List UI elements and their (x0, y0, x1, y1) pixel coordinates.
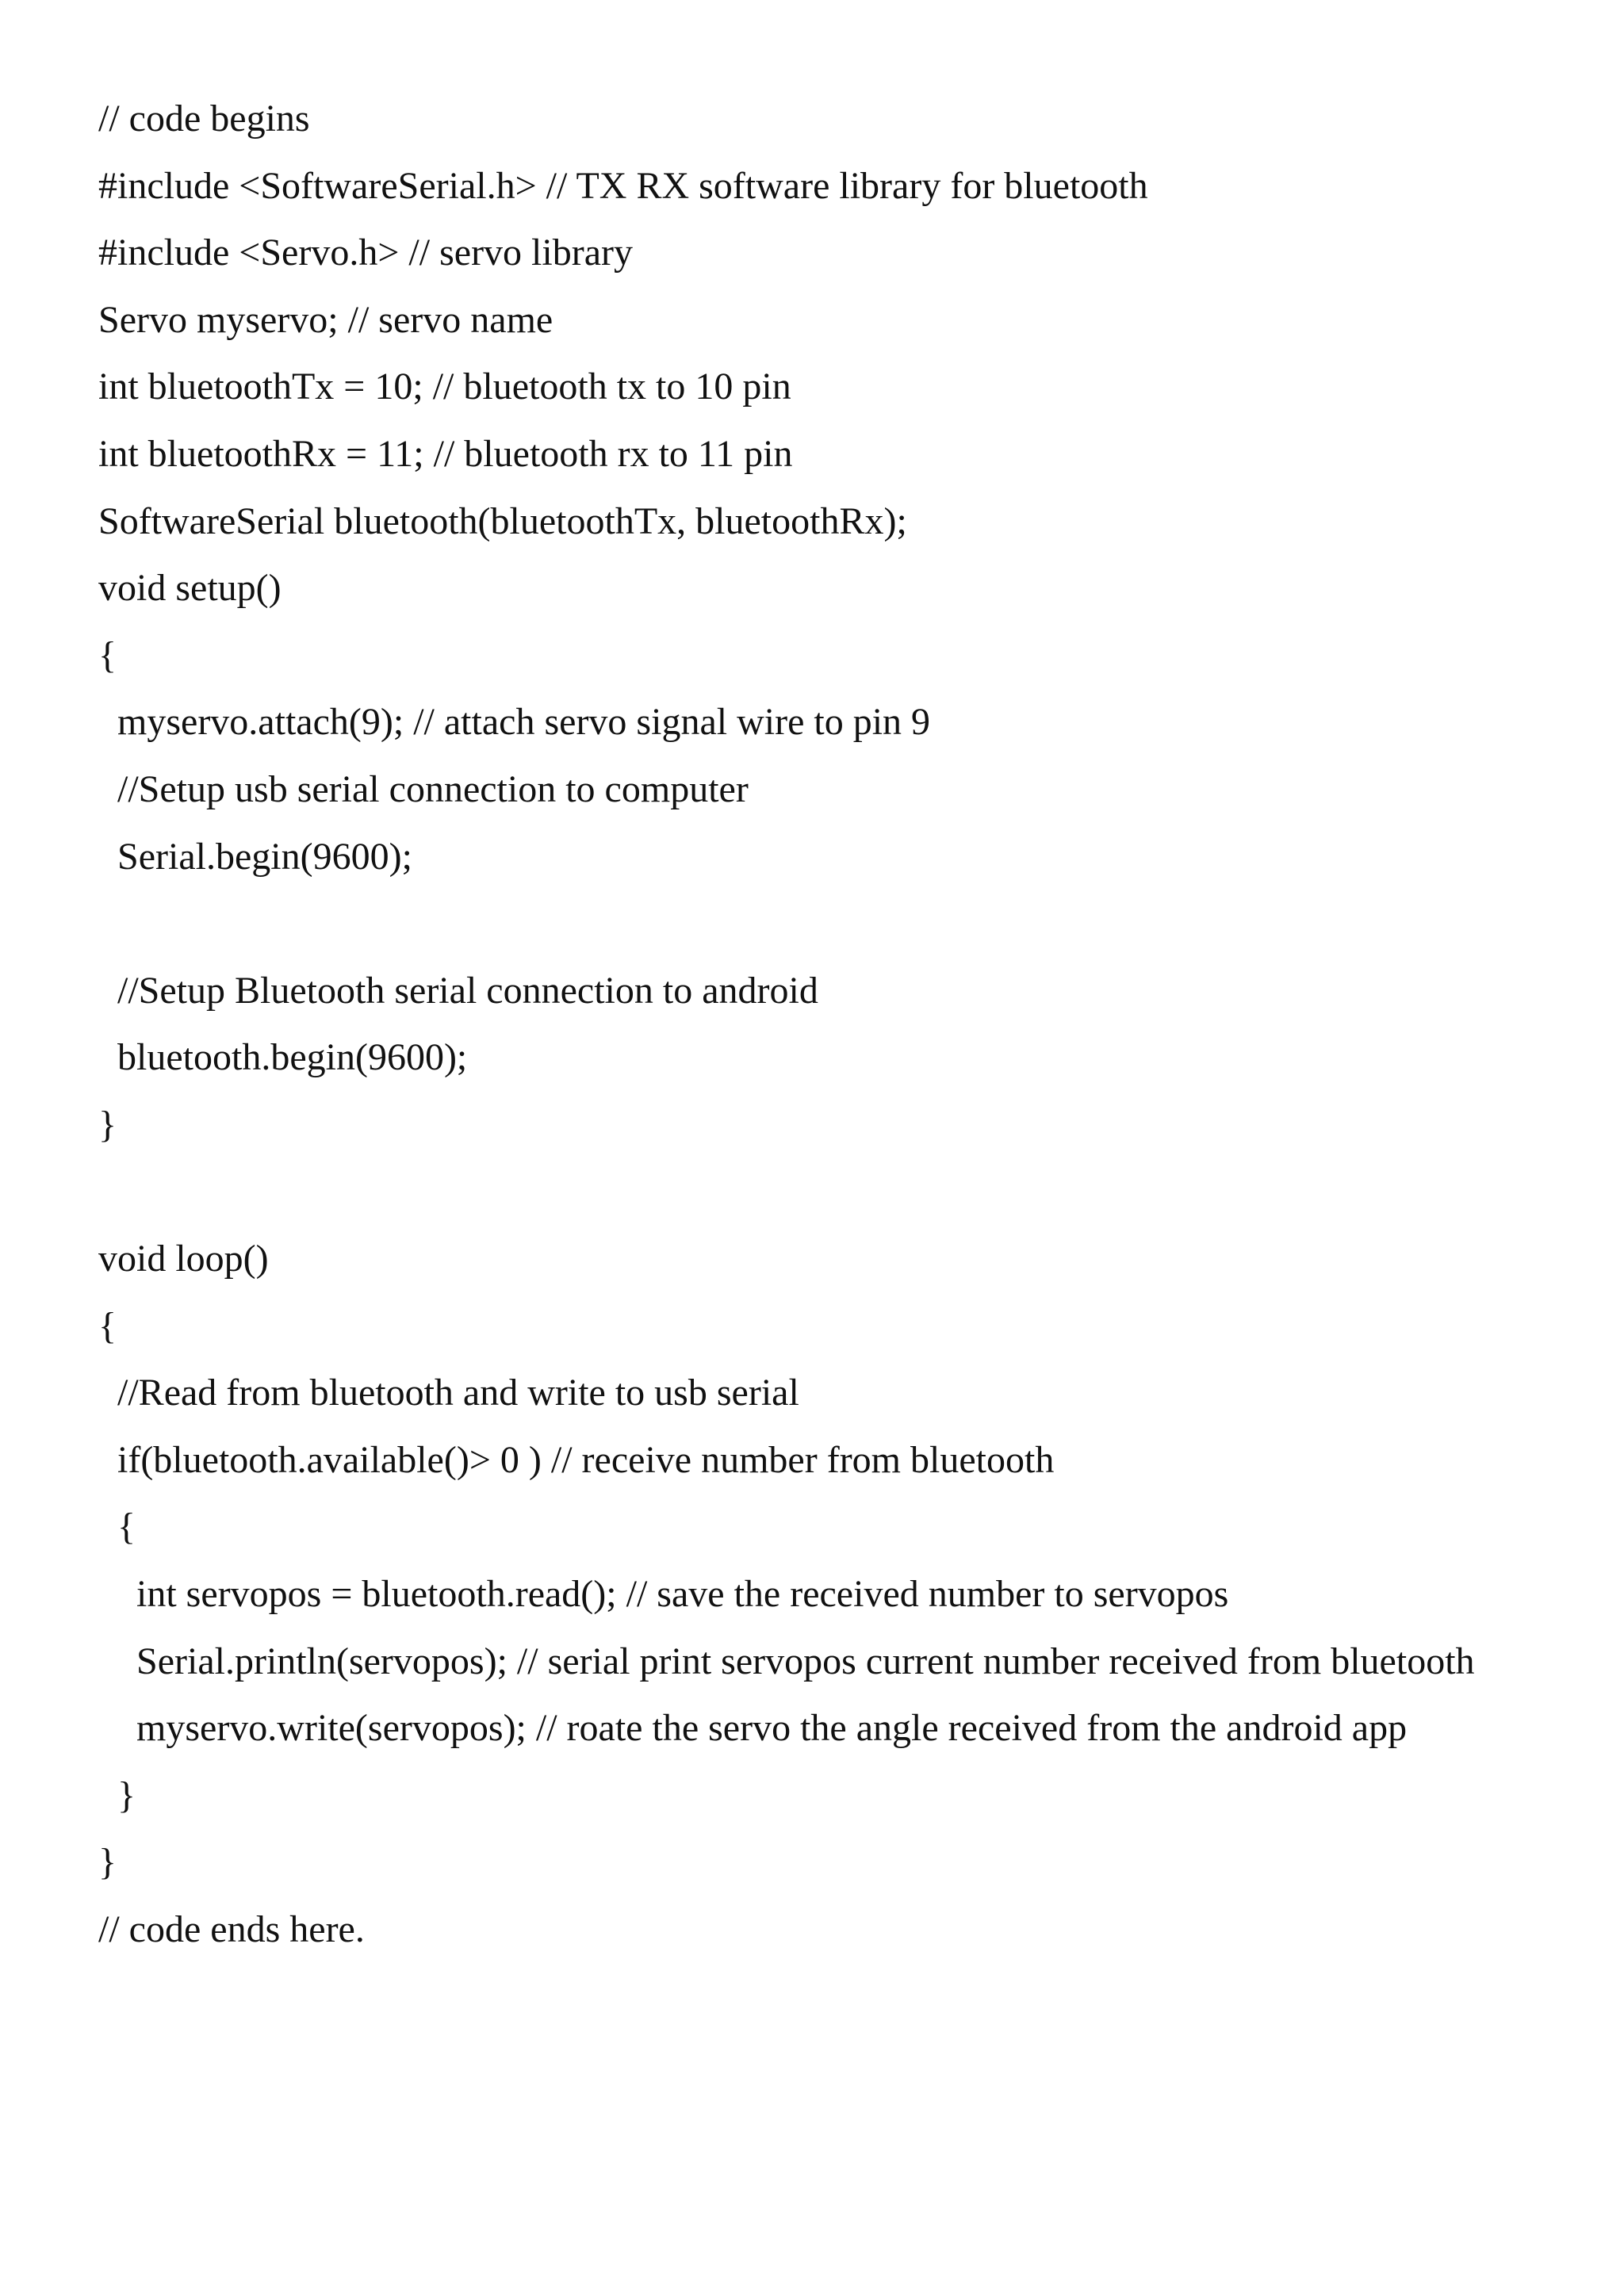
code-line: int servopos = bluetooth.read(); // save the received number to servopos (98, 1573, 1229, 1616)
code-line: { (98, 1304, 117, 1347)
code-line: // code ends here. (98, 1908, 365, 1951)
code-listing (98, 95, 1573, 1973)
code-line: SoftwareSerial bluetooth(bluetoothTx, bluetoothRx); (98, 499, 907, 542)
code-line: { (98, 1506, 136, 1548)
code-line: bluetooth.begin(9600); (98, 1036, 468, 1079)
code-line: void setup() (98, 567, 282, 610)
code-line: int bluetoothTx = 10; // bluetooth tx to 10 pin (98, 365, 791, 408)
code-line: Serial.begin(9600); (98, 835, 412, 878)
code-line: #include <SoftwareSerial.h> // TX RX software library for bluetooth (98, 164, 1148, 207)
code-line: myservo.attach(9); // attach servo signal wire to pin 9 (98, 701, 931, 744)
code-line: } (98, 1103, 117, 1146)
code-line: #include <Servo.h> // servo library (98, 232, 633, 274)
blank-line (98, 900, 1573, 967)
code-line: void loop() (98, 1238, 269, 1280)
code-line: } (98, 1841, 117, 1884)
code-line: //Read from bluetooth and write to usb serial (98, 1372, 799, 1414)
code-line: Serial.println(servopos); // serial print servopos current number received from bluetooth (98, 1640, 1475, 1682)
code-line: Servo myservo; // servo name (98, 298, 553, 341)
code-line: } (98, 1774, 136, 1816)
code-line: //Setup Bluetooth serial connection to android (98, 969, 818, 1012)
code-line: if(bluetooth.available()> 0 ) // receive number from bluetooth (98, 1438, 1055, 1481)
blank-line (98, 1169, 1573, 1236)
code-line: int bluetoothRx = 11; // bluetooth rx to 11 pin (98, 432, 793, 475)
code-line: myservo.write(servopos); // roate the servo the angle received from the android app (98, 1707, 1408, 1750)
code-line: { (98, 633, 117, 676)
code-line: //Setup usb serial connection to computer (98, 767, 749, 810)
code-line: // code begins (98, 98, 310, 140)
